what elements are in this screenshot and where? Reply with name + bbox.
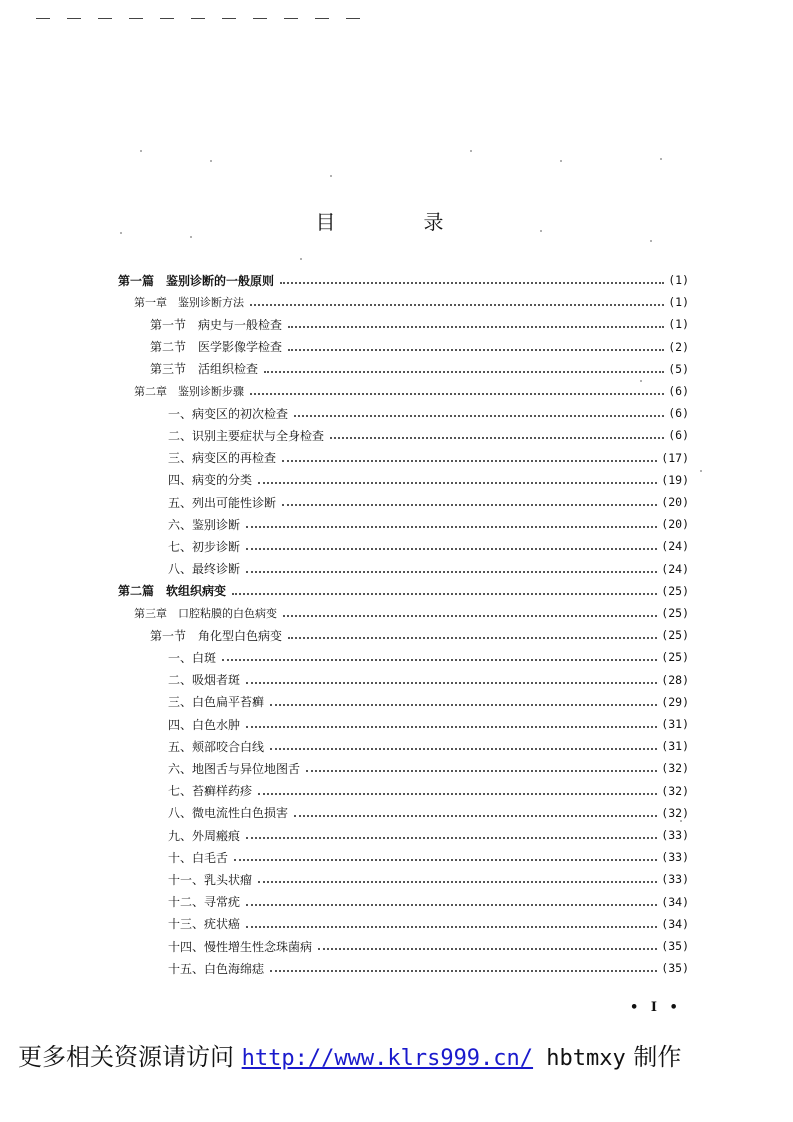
toc-entry[interactable] xyxy=(168,403,689,423)
scan-speck xyxy=(640,380,642,382)
toc-entry-page: (20) xyxy=(661,495,689,509)
toc-entry-label: 第一篇 鉴别诊断的一般原则 xyxy=(118,273,275,288)
toc-entry-page: (5) xyxy=(668,361,689,376)
toc-entry-label: 二、识别主要症状与全身检查 xyxy=(168,428,325,443)
toc-leader-dots xyxy=(250,393,664,395)
toc-entry-label: 第三节 活组织检查 xyxy=(150,362,259,377)
toc-entry[interactable] xyxy=(168,936,689,956)
toc-entry-label: 九、外周瘢痕 xyxy=(168,828,241,843)
toc-entry-page: (34) xyxy=(661,894,689,909)
toc-leader-dots xyxy=(282,460,657,462)
toc-entry-page: (24) xyxy=(661,561,689,576)
toc-entry-label: 四、病变的分类 xyxy=(168,473,253,488)
toc-entry[interactable] xyxy=(168,869,689,889)
toc-entry[interactable] xyxy=(134,381,689,401)
scan-speck xyxy=(540,230,542,232)
toc-entry-label: 二、吸烟者斑 xyxy=(168,673,241,688)
scan-speck xyxy=(210,160,212,162)
toc-entry[interactable] xyxy=(134,292,689,312)
toc-entry-page: (19) xyxy=(661,472,689,487)
toc-entry-page: (6) xyxy=(668,384,689,398)
toc-entry-label: 十五、白色海绵痣 xyxy=(168,961,265,976)
toc-entry-label: 一、白斑 xyxy=(168,650,217,665)
toc-entry-label: 第二篇 软组织病变 xyxy=(118,584,227,599)
toc-leader-dots xyxy=(246,571,657,573)
toc-entry-page: (20) xyxy=(661,517,689,532)
toc-entry[interactable] xyxy=(168,803,689,823)
toc-entry-page: (33) xyxy=(661,850,689,865)
header-dashes xyxy=(36,14,381,24)
toc-entry[interactable] xyxy=(168,470,689,490)
toc-entry-label: 第一节 角化型白色病变 xyxy=(150,628,283,643)
toc-leader-dots xyxy=(288,326,664,328)
toc-entry[interactable] xyxy=(168,781,689,801)
toc-entry[interactable] xyxy=(168,559,689,579)
toc-entry[interactable] xyxy=(168,958,689,978)
toc-leader-dots xyxy=(280,282,664,284)
toc-entry[interactable] xyxy=(150,625,689,645)
toc-leader-dots xyxy=(288,637,657,639)
toc-entry-page: (29) xyxy=(661,694,689,709)
toc-entry-label: 十四、慢性增生性念珠菌病 xyxy=(168,939,313,954)
toc-entry-page: (31) xyxy=(661,717,689,731)
toc-entry-page: (24) xyxy=(661,539,689,554)
toc-entry[interactable] xyxy=(168,892,689,912)
toc-entry-label: 一、病变区的初次检查 xyxy=(168,406,289,421)
dash-mark xyxy=(191,18,205,19)
footer-prefix: 更多相关资源请访问 xyxy=(18,1043,242,1071)
toc-entry-page: (34) xyxy=(661,916,689,931)
toc-entry[interactable] xyxy=(168,492,689,512)
footer-link[interactable]: http://www.klrs999.cn/ xyxy=(241,1046,534,1071)
dash-mark xyxy=(67,18,81,19)
toc-leader-dots xyxy=(288,349,664,351)
toc-entry-page: (33) xyxy=(661,872,689,887)
toc-entry-page: (32) xyxy=(661,805,689,820)
toc-entry-page: (25) xyxy=(661,650,689,665)
toc-entry-page: (2) xyxy=(668,339,689,354)
toc-entry-page: (6) xyxy=(668,428,689,443)
toc-leader-dots xyxy=(250,304,664,306)
toc-leader-dots xyxy=(270,704,657,706)
toc-leader-dots xyxy=(246,548,657,550)
toc-entry-page: (6) xyxy=(668,406,689,421)
toc-entry-label: 三、病变区的再检查 xyxy=(168,451,277,466)
toc-entry-label: 五、颊部咬合白线 xyxy=(168,739,265,754)
toc-entry-label: 四、白色水肿 xyxy=(168,717,241,732)
toc-entry-page: (32) xyxy=(661,783,689,798)
toc-entry-label: 十三、疣状癌 xyxy=(168,917,241,932)
toc-leader-dots xyxy=(306,770,657,772)
toc-entry[interactable] xyxy=(118,270,689,290)
toc-entry[interactable] xyxy=(168,536,689,556)
toc-entry[interactable] xyxy=(168,692,689,712)
toc-leader-dots xyxy=(222,659,657,661)
toc-entry[interactable] xyxy=(168,736,689,756)
toc-entry-label: 十二、寻常疣 xyxy=(168,895,241,910)
toc-leader-dots xyxy=(294,415,664,417)
toc-leader-dots xyxy=(270,970,657,972)
toc-leader-dots xyxy=(318,948,657,950)
toc-entry-label: 七、苔癣样药疹 xyxy=(168,784,253,799)
toc-entry-label: 七、初步诊断 xyxy=(168,539,241,554)
toc-leader-dots xyxy=(330,437,664,439)
scan-speck xyxy=(700,470,702,472)
toc-entry[interactable] xyxy=(134,603,689,623)
dash-mark xyxy=(346,18,360,19)
toc-leader-dots xyxy=(232,593,657,595)
toc-entry[interactable] xyxy=(168,714,689,734)
toc-entry-page: (25) xyxy=(661,583,689,598)
dash-mark xyxy=(284,18,298,19)
toc-leader-dots xyxy=(246,682,657,684)
toc-entry-page: (28) xyxy=(661,672,689,687)
dash-mark xyxy=(253,18,267,19)
dash-mark xyxy=(36,18,50,19)
toc-leader-dots xyxy=(294,815,657,817)
toc-leader-dots xyxy=(246,904,657,906)
toc-entry-page: (25) xyxy=(661,628,689,643)
toc-entry-page: (31) xyxy=(661,739,689,754)
toc-entry-label: 八、最终诊断 xyxy=(168,562,241,577)
toc-entry[interactable] xyxy=(150,337,689,357)
toc-entry-label: 第三章 口腔粘膜的白色病变 xyxy=(134,607,277,620)
dash-mark xyxy=(315,18,329,19)
footer-suffix: 制作 xyxy=(625,1043,682,1071)
toc-entry[interactable] xyxy=(150,314,689,334)
scan-speck xyxy=(560,160,562,162)
toc-entry-page: (35) xyxy=(661,939,689,953)
page-number: • Ⅰ • xyxy=(630,1000,682,1015)
toc-entry-page: (35) xyxy=(661,961,689,976)
toc-entry-page: (33) xyxy=(661,828,689,842)
toc-entry-page: (1) xyxy=(668,317,689,332)
toc-entry-label: 第一章 鉴别诊断方法 xyxy=(134,296,244,310)
toc-entry[interactable] xyxy=(168,448,689,468)
toc-entry-page: (1) xyxy=(668,273,689,287)
footer-banner xyxy=(18,1037,788,1072)
scan-speck xyxy=(650,240,652,242)
toc-entry[interactable] xyxy=(168,425,689,445)
toc-leader-dots xyxy=(264,371,664,373)
dash-mark xyxy=(222,18,236,19)
toc-entry-label: 三、白色扁平苔癣 xyxy=(168,695,265,710)
toc-entry[interactable] xyxy=(118,581,689,601)
scan-speck xyxy=(680,820,682,822)
scan-speck xyxy=(300,258,302,260)
toc-leader-dots xyxy=(246,926,657,928)
page-title: 目 录 xyxy=(315,210,478,234)
toc-leader-dots xyxy=(258,881,657,883)
dash-mark xyxy=(160,18,174,19)
toc-entry[interactable] xyxy=(168,914,689,934)
toc-leader-dots xyxy=(258,482,657,484)
scan-speck xyxy=(470,150,472,152)
toc-leader-dots xyxy=(283,615,657,617)
toc-entry[interactable] xyxy=(168,647,689,667)
toc-entry-page: (32) xyxy=(661,761,689,776)
toc-entry-label: 六、地图舌与异位地图舌 xyxy=(168,761,301,776)
dash-mark xyxy=(129,18,143,19)
toc-entry-label: 第一节 病史与一般检查 xyxy=(150,317,283,332)
toc-leader-dots xyxy=(234,859,657,861)
dash-mark xyxy=(98,18,112,19)
footer-author: hbtmxy xyxy=(533,1046,626,1071)
toc-entry[interactable] xyxy=(168,825,689,845)
scan-speck xyxy=(140,150,142,152)
scan-speck xyxy=(120,232,122,234)
scan-speck xyxy=(330,175,332,177)
toc-leader-dots xyxy=(246,837,657,839)
scan-speck xyxy=(190,236,192,238)
toc-entry-page: (25) xyxy=(661,606,689,620)
toc-leader-dots xyxy=(246,526,657,528)
toc-entry[interactable] xyxy=(168,514,689,534)
toc-leader-dots xyxy=(270,748,657,750)
scan-speck xyxy=(660,158,662,160)
toc-entry-label: 第二章 鉴别诊断步骤 xyxy=(134,385,244,398)
toc-leader-dots xyxy=(258,793,657,795)
toc-leader-dots xyxy=(282,504,657,506)
toc-entry[interactable] xyxy=(150,359,689,379)
toc-entry-label: 八、微电流性白色损害 xyxy=(168,806,289,821)
toc-entry[interactable] xyxy=(168,758,689,778)
toc-entry-page: (17) xyxy=(661,450,689,465)
toc-entry-page: (1) xyxy=(668,295,689,310)
toc-entry-label: 第二节 医学影像学检查 xyxy=(150,340,283,355)
toc-entry-label: 十、白毛舌 xyxy=(168,850,229,865)
toc-entry-label: 五、列出可能性诊断 xyxy=(168,495,277,510)
toc-leader-dots xyxy=(246,726,657,728)
toc-entry-label: 六、鉴别诊断 xyxy=(168,517,241,532)
toc-entry[interactable] xyxy=(168,847,689,867)
toc-entry-label: 十一、乳头状瘤 xyxy=(168,872,253,887)
toc-entry[interactable] xyxy=(168,670,689,690)
